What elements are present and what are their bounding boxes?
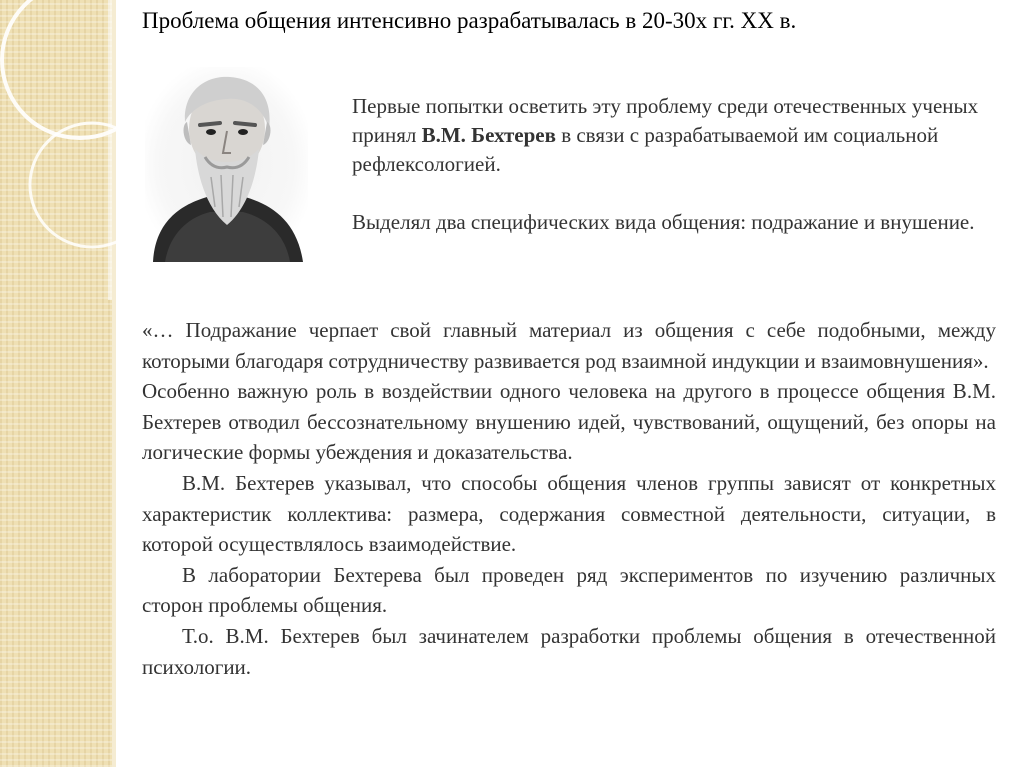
bekhterev-name-bold: В.М. Бехтерев xyxy=(421,123,556,147)
decorative-circles xyxy=(0,0,140,300)
intro-paragraph-1 xyxy=(352,92,997,179)
body-paragraph: В лаборатории Бехтерева был проведен ряд экспериментов по изучению различных сторон проблемы общения. xyxy=(142,562,996,618)
intro-text-part: Первые попытки осветить эту проблему среди отечественных ученых принял xyxy=(352,94,979,147)
intro-text-part: в связи с разрабатываемой им социальной рефлексологией. xyxy=(352,123,939,176)
body-paragraph: Т.о. В.М. Бехтерев был зачинателем разработки проблемы общения в отечественной психологии. xyxy=(142,623,996,679)
intro-text xyxy=(352,92,997,237)
slide-title: Проблема общения интенсивно разрабатывалась в 20-30х гг. XX в. xyxy=(142,8,797,33)
intro-paragraph-2: Выделял два специфических вида общения: подражание и внушение. xyxy=(352,210,975,234)
body-paragraph: Особенно важную роль в воздействии одного человека на другого в процессе общения В.М. Бехтерев отводил бессознательному внушению идей, чувствований, ощущений, без опоры на логические формы убеждения и доказательства. xyxy=(142,379,996,465)
quote-paragraph: «… Подражание черпает свой главный материал из общения с себе подобными, между которыми благодаря сотрудничеству развивается род взаимной индукции и взаимовнушения». xyxy=(142,318,996,373)
portrait-bekhterev xyxy=(145,67,308,262)
main-body-text xyxy=(142,315,996,682)
body-paragraph: В.М. Бехтерев указывал, что способы общения членов группы зависят от конкретных характеристик коллектива: размера, содержания совместной деятельности, ситуации, в которой осуществлялось взаимодействие. xyxy=(142,470,996,557)
